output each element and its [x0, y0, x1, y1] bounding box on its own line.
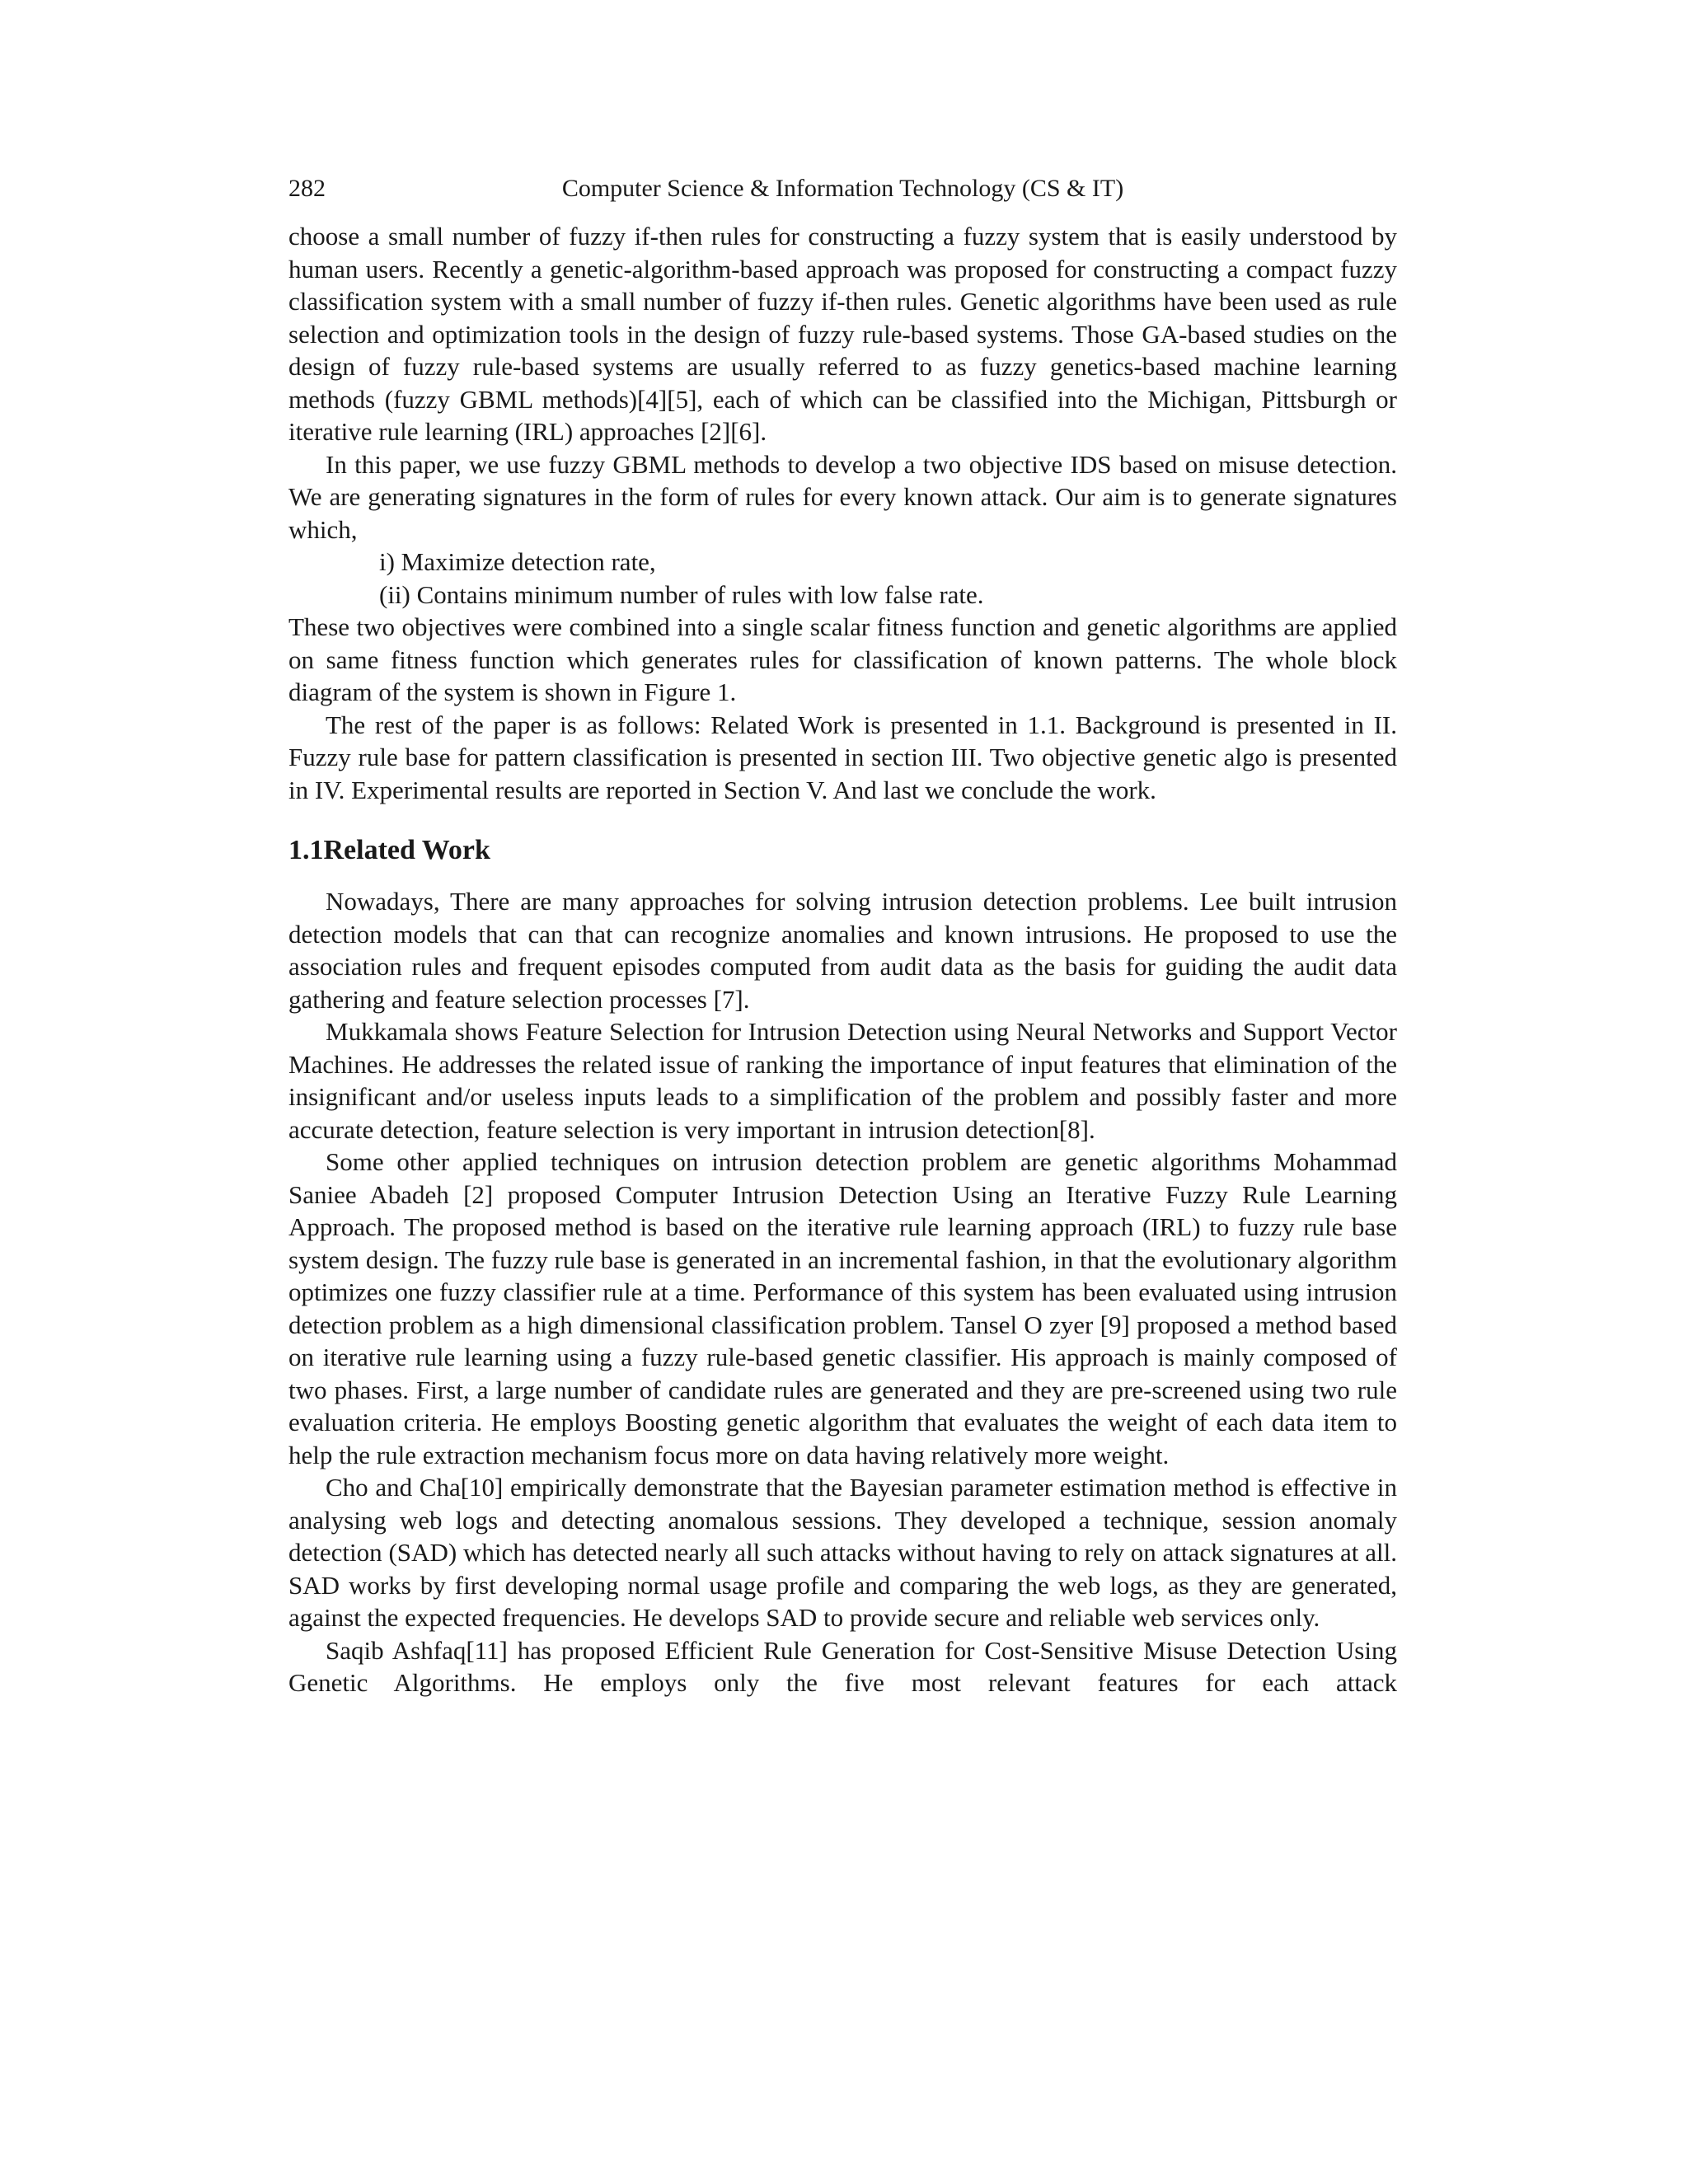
objective-list-item-1: i) Maximize detection rate, — [379, 547, 656, 576]
page-number: 282 — [288, 175, 326, 202]
related-work-paragraph-3: Some other applied techniques on intrusion detection problem are genetic algorithms Mohammad Saniee Abadeh [2] proposed Computer Intrusion Detection Using an Iterative Fuzzy Rule Learning Approach. The proposed method is based on the iterative rule learning approach (IRL) to fuzzy rule base system design. The fuzzy rule base is generated in an incremental fashion, in that the evolutionary algorithm optimizes one fuzzy classifier rule at a time. Performance of this system has been evaluated using intrusion detection problem as a high dimensional classification problem. Tansel O zyer [9] proposed a method based on iterative rule learning using a fuzzy rule-based genetic classifier. His approach is mainly composed of two phases. First, a large number of candidate rules are generated and they are pre-screened using two rule evaluation criteria. He employs Boosting genetic algorithm that evaluates the weight of each data item to help the rule extraction mechanism focus more on data having relatively more weight. — [288, 1147, 1397, 1469]
journal-title: Computer Science & Information Technology (CS & IT) — [561, 175, 1124, 202]
intro-paragraph-2: In this paper, we use fuzzy GBML methods to develop a two objective IDS based on misuse detection. We are generating signatures in the form of rules for every known attack. Our aim is to generate signatures which, — [288, 449, 1397, 544]
intro-paragraph-4: The rest of the paper is as follows: Related Work is presented in 1.1. Background is presented in II. Fuzzy rule base for pattern classification is presented in section III. Two objective genetic algo is presented in IV. Experimental results are reported in Section V. And last we conclude the work. — [288, 710, 1397, 804]
intro-paragraph-1: choose a small number of fuzzy if-then rules for constructing a fuzzy system that is easily understood by human users. Recently a genetic-algorithm-based approach was proposed for constructing a compact fuzzy classification system with a small number of fuzzy if-then rules. Genetic algorithms have been used as rule selection and optimization tools in the design of fuzzy rule-based systems. Those GA-based studies on the design of fuzzy rule-based systems are usually referred to as fuzzy genetics-based machine learning methods (fuzzy GBML methods)[4][5], each of which can be classified into the Michigan, Pittsburgh or iterative rule learning (IRL) approaches [2][6]. — [288, 222, 1397, 446]
related-work-paragraph-5: Saqib Ashfaq[11] has proposed Efficient Rule Generation for Cost-Sensitive Misuse Detection Using Genetic Algorithms. He employs only the five most relevant features for each attack — [288, 1635, 1397, 1697]
intro-paragraph-3: These two objectives were combined into a single scalar fitness function and genetic algorithms are applied on same fitness function which generates rules for classification of known patterns. The whole block diagram of the system is shown in Figure 1. — [288, 612, 1397, 706]
objective-list-item-2: (ii) Contains minimum number of rules with low false rate. — [379, 579, 984, 609]
related-work-paragraph-4: Cho and Cha[10] empirically demonstrate that the Bayesian parameter estimation method is effective in analysing web logs and detecting anomalous sessions. They developed a technique, session anomaly detection (SAD) which has detected nearly all such attacks without having to rely on attack signatures at all. SAD works by first developing normal usage profile and comparing the web logs, as they are generated, against the expected frequencies. He develops SAD to provide secure and reliable web services only. — [288, 1473, 1397, 1632]
section-heading-related-work: 1.1Related Work — [288, 835, 490, 865]
body-text — [288, 220, 1397, 1699]
paper-page — [288, 169, 1397, 1699]
related-work-paragraph-1: Nowadays, There are many approaches for solving intrusion detection problems. Lee built intrusion detection models that can that can recognize anomalies and known intrusions. He proposed to use the association rules and frequent episodes computed from audit data as the basis for guiding the audit data gathering and feature selection processes [7]. — [288, 887, 1397, 1014]
related-work-paragraph-2: Mukkamala shows Feature Selection for Intrusion Detection using Neural Networks and Support Vector Machines. He addresses the related issue of ranking the importance of input features that elimination of the insignificant and/or useless inputs leads to a simplification of the problem and possibly faster and more accurate detection, feature selection is very important in intrusion detection[8]. — [288, 1017, 1397, 1144]
running-header — [288, 169, 1397, 209]
